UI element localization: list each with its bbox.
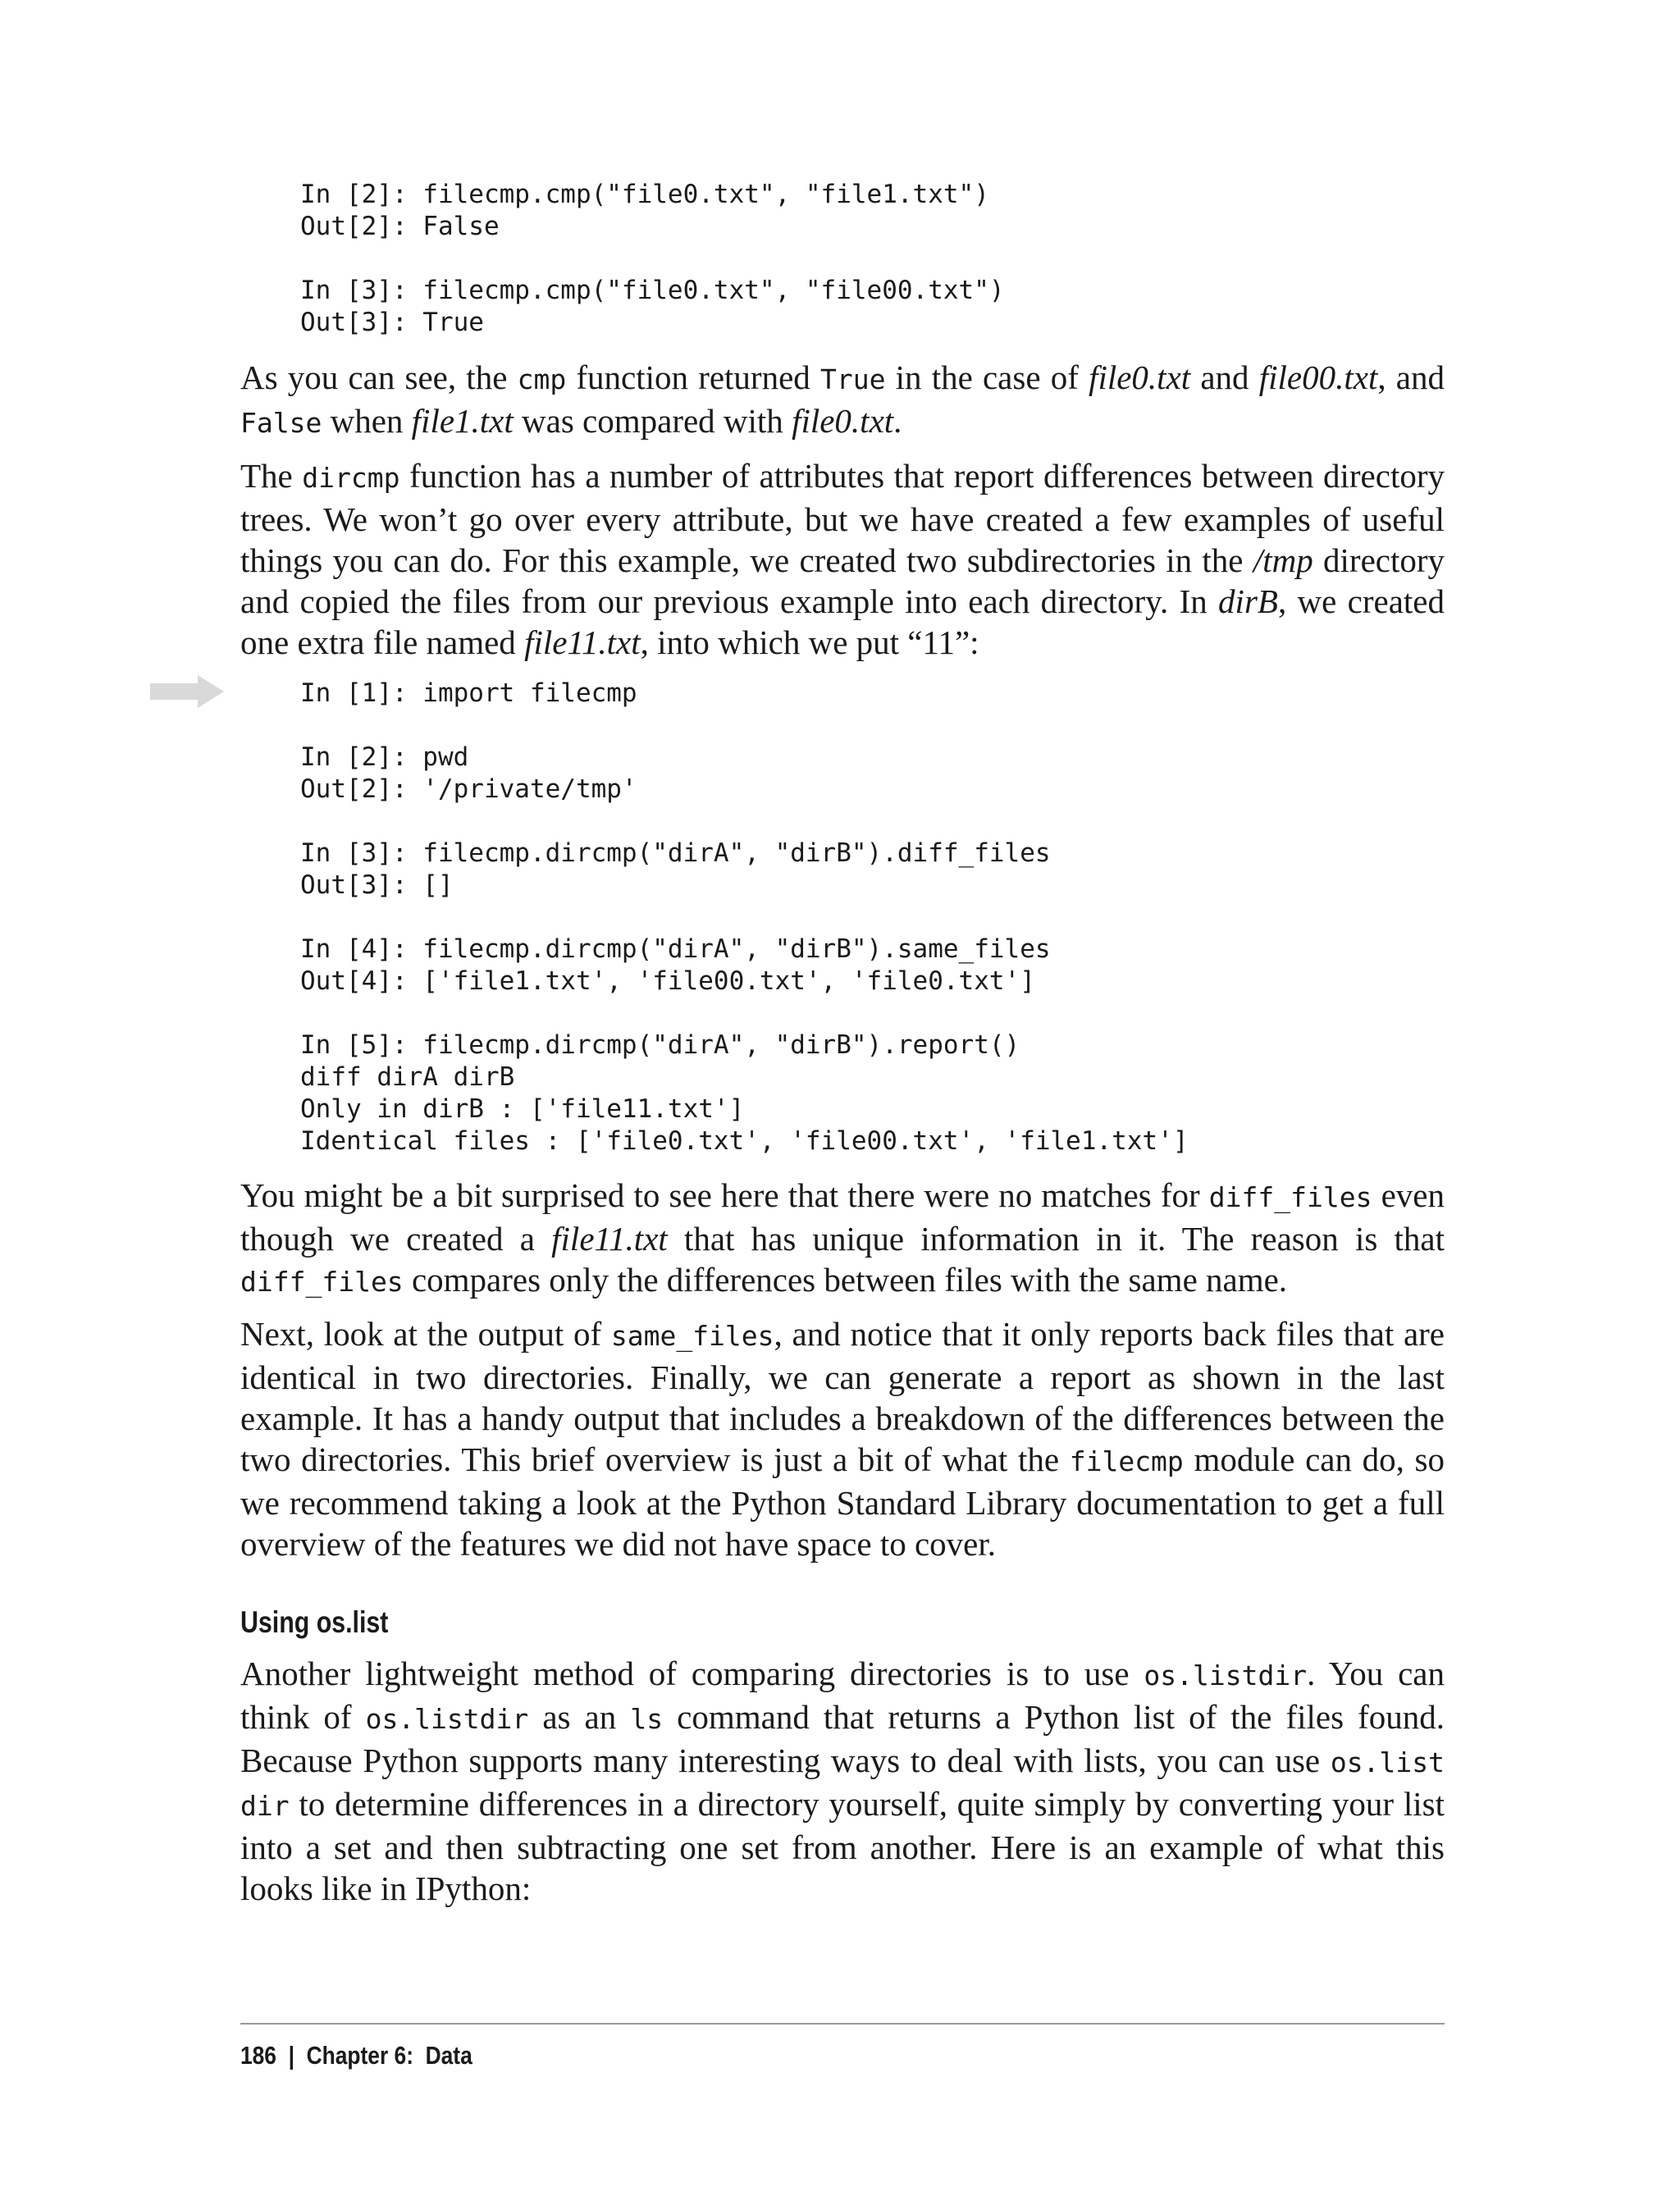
paragraph-same-files: Next, look at the output of same_files, and notice that it only reports back files that are identical in two directories. Finally, we can generate a report as shown in the last example. It has a handy output that includes a breakdown of the differences between the two directories. This brief overview is just a bit of what the filecmp module can do, so we recommend taking a look at the Python Standard Library documentation to get a full overview of the features we did not have space to cover. xyxy=(240,1315,1445,1563)
page-number: 186 xyxy=(240,2041,276,2070)
path: /tmp xyxy=(1253,541,1313,579)
inline-code: filecmp xyxy=(1069,1445,1184,1477)
code-line: Out[3]: [] xyxy=(300,870,454,900)
code-line: In [5]: filecmp.dircmp("dirA", "dirB").report() xyxy=(300,1030,1020,1060)
inline-code: True xyxy=(819,363,886,395)
filename: file11.txt xyxy=(524,623,641,661)
code-line: In [1]: import filecmp xyxy=(300,678,637,708)
paragraph-dircmp: The dircmp function has a number of attributes that report differences between directory trees. We won’t go over every attribute, but we have created a few examples of useful things you can do. For this example, we created two subdirectories in the /tmp directory and copied the files from our previous example into each directory. In dirB, we created one extra file named file11.txt, into which we put “11”: xyxy=(240,457,1445,661)
code-block-dircmp xyxy=(300,678,1189,1157)
inline-code: cmp xyxy=(517,363,567,395)
inline-code: os.list dir xyxy=(240,1746,1445,1822)
code-line: In [4]: filecmp.dircmp("dirA", "dirB").same_files xyxy=(300,934,1051,964)
code-line: Out[3]: True xyxy=(300,308,484,337)
footer-rule xyxy=(240,2023,1445,2025)
inline-code: dircmp xyxy=(302,462,400,494)
chapter-title: Chapter 6: Data xyxy=(306,2041,472,2070)
filename: file0.txt xyxy=(1089,358,1191,396)
inline-code: False xyxy=(240,407,322,439)
filename: file00.txt xyxy=(1258,358,1378,396)
filename: file1.txt xyxy=(411,402,514,440)
dirname: dirB xyxy=(1218,582,1278,620)
inline-code: diff_files xyxy=(1208,1181,1372,1213)
code-line: Out[4]: ['file1.txt', 'file00.txt', 'file0.txt'] xyxy=(300,966,1035,996)
filename: file11.txt xyxy=(551,1220,668,1258)
code-line: In [3]: filecmp.dircmp("dirA", "dirB").diff_files xyxy=(300,838,1051,868)
code-line: Out[2]: '/private/tmp' xyxy=(300,774,637,804)
inline-code: ls xyxy=(630,1703,664,1735)
section-heading: Using os.list xyxy=(240,1605,389,1639)
inline-code: os.listdir xyxy=(1144,1659,1308,1691)
footer-separator: | xyxy=(288,2041,295,2070)
code-line: In [2]: pwd xyxy=(300,742,469,772)
inline-code: os.listdir xyxy=(365,1703,529,1735)
code-line: Only in dirB : ['file11.txt'] xyxy=(300,1094,745,1124)
filename: file0.txt xyxy=(792,402,894,440)
page-footer xyxy=(240,2039,472,2072)
paragraph-cmp-result: As you can see, the cmp function returned True in the case of file0.txt and file00.txt, and False when file1.txt was compared with file0.txt. xyxy=(240,358,1445,440)
code-line: diff dirA dirB xyxy=(300,1062,515,1092)
code-line: In [3]: filecmp.cmp("file0.txt", "file00.txt") xyxy=(300,276,1005,305)
code-block-cmp xyxy=(300,179,1005,339)
paragraph-diff-files: You might be a bit surprised to see here that there were no matches for diff_files even though we created a file11.txt that has unique information in it. The reason is that diff_files compares only the differences between files with the same name. xyxy=(240,1176,1445,1299)
inline-code: same_files xyxy=(610,1320,774,1352)
code-line: Identical files : ['file0.txt', 'file00.txt', 'file1.txt'] xyxy=(300,1126,1189,1156)
inline-code: diff_files xyxy=(240,1266,404,1298)
arrow-right-icon xyxy=(150,675,224,708)
paragraph-os-listdir: Another lightweight method of comparing directories is to use os.listdir. You can think of os.listdir as an ls command that returns a Python list of the files found. Because Python supports many interesting ways to deal with lists, you can use os.list dir to determine differences in a directory yourself, quite simply by converting your list into a set and then subtracting one set from another. Here is an example of what this looks like in IPython: xyxy=(240,1655,1445,1907)
code-line: Out[2]: False xyxy=(300,212,500,241)
code-line: In [2]: filecmp.cmp("file0.txt", "file1.txt") xyxy=(300,180,989,209)
